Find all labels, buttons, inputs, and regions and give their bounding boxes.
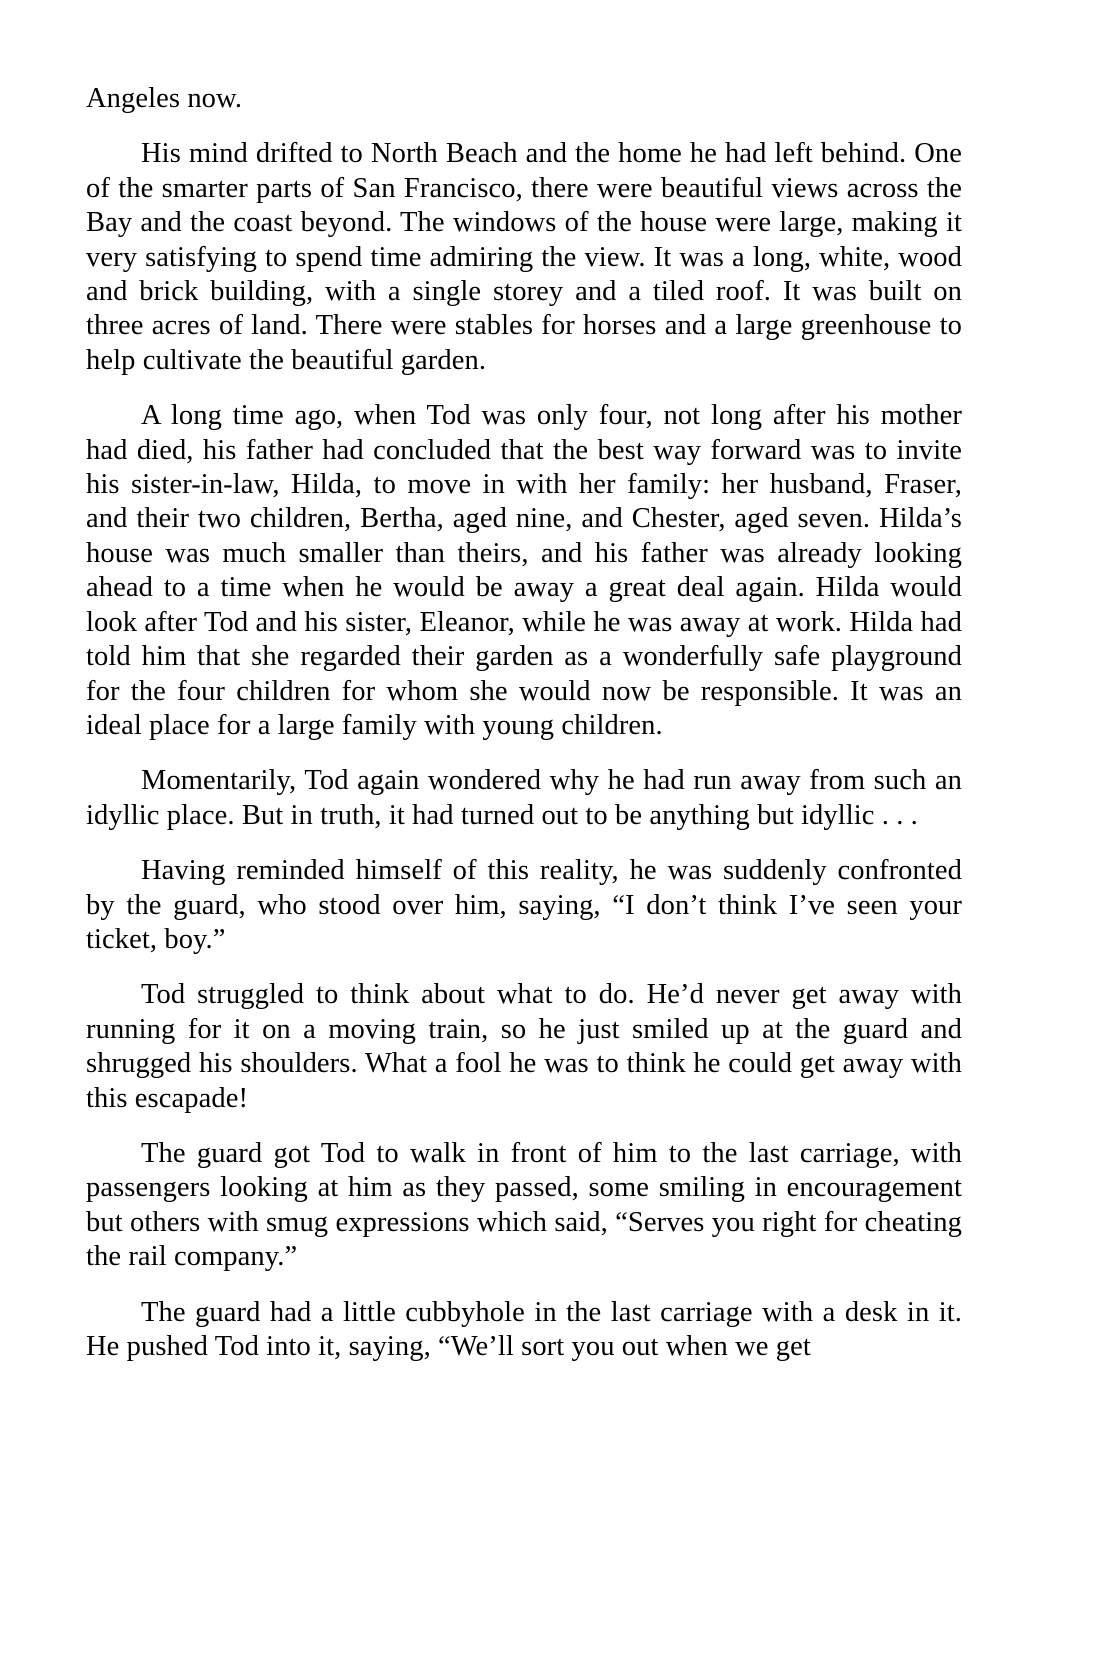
text-column [86,82,962,1364]
paragraph-having-reminded: Having reminded himself of this reality, he was suddenly confronted by the guard, who stood over him, saying, “I don’t think I’ve seen your ticket, boy.” [86,855,962,955]
paragraph-his-mind-drifted: His mind drifted to North Beach and the home he had left behind. One of the smarter parts of San Francisco, there were beautiful views across the Bay and the coast beyond. The windows of the house were large, making it very satisfying to spend time admiring the view. It was a long, white, wood and brick building, with a single storey and a tiled roof. It was built on three acres of land. There were stables for horses and a large greenhouse to help cultivate the beautiful garden. [86,138,962,376]
paragraph-tod-struggled: Tod struggled to think about what to do. He’d never get away with running for it on a moving train, so he just smiled up at the guard and shrugged his shoulders. What a fool he was to think he could get away with this escapade! [86,979,962,1114]
paragraph-momentarily: Momentarily, Tod again wondered why he had run away from such an idyllic place. But in truth, it had turned out to be anything but idyllic . . . [86,765,962,831]
paragraph-a-long-time-ago: A long time ago, when Tod was only four, not long after his mother had died, his father had concluded that the best way forward was to invite his sister-in-law, Hilda, to move in with her family: her husband, Fraser, and their two children, Bertha, aged nine, and Chester, aged seven. Hilda’s house was much smaller than theirs, and his father was already looking ahead to a time when he would be away a great deal again. Hilda would look after Tod and his sister, Eleanor, while he was away at work. Hilda had told him that she regarded their garden as a wonderfully safe playground for the four children for whom she would now be responsible. It was an ideal place for a large family with young children. [86,400,962,741]
paragraph-the-guard-got-tod: The guard got Tod to walk in front of him to the last carriage, with passengers looking at him as they passed, some smiling in encouragement but others with smug expressions which said, “Serves you right for cheating the rail company.” [86,1137,962,1273]
paragraph-continuation: Angeles now. [86,83,243,114]
paragraph-the-guard-had-a-little-cubbyhole: The guard had a little cubbyhole in the last carriage with a desk in it. He pushed Tod into it, saying, “We’ll sort you out when we get [86,1296,962,1362]
